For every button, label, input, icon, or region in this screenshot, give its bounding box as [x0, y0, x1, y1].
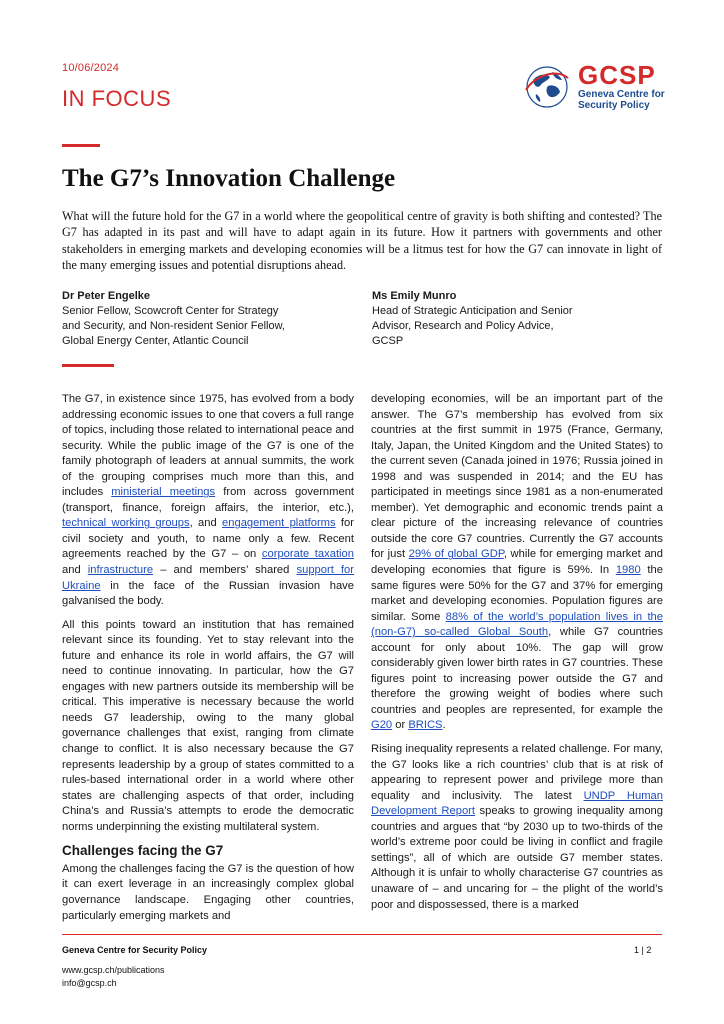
body-paragraph: All this points toward an institution that has remained relevant since its founding. Yet to stay relevant into the future and enhance its role in world affairs, the G7 will need to continue innovating. In particular, how the G7 engages with new partners outside its membership will be critical. This imperative is necessary because the world needs G7 leadership, owing to the many global governance challenges that exist, ranging from climate change to conflict. It is also necessary because the G7 represents leadership by a group of states committed to a rules-based international order in a world where other states are challenging aspects of that order, including China’s and Russia’s attempts to erode the democratic norms underpinning the existing multilateral system. [62, 618, 354, 833]
link-g20[interactable]: G20 [371, 719, 393, 732]
text-run: speaks to growing inequality among countries and argues that “by 2030 up to two-thirds of the world’s extreme poor could be living in conflict and fragile settings”, all of which are outside G7 member states. Although it is unfair to wholly characterise G7 countries as unaware of – and uncaring for – the plight of the world’s poor and dispossessed, there is a marked [371, 805, 663, 911]
text-run: and [62, 564, 88, 577]
link-engagement-platforms[interactable]: engagement platforms [222, 517, 336, 530]
body-column-left [62, 392, 354, 932]
text-run: or [392, 719, 409, 732]
logo-subtitle-line2: Security Policy [578, 100, 650, 111]
text-run: , and [189, 517, 223, 530]
text-run: in the face of the Russian invasion have galvanised the body. [62, 579, 354, 608]
link-support-for-ukraine[interactable]: support for Ukraine [62, 564, 354, 592]
text-run: from across government (transport, finance, foreign affairs, the interior, etc.), [62, 486, 355, 514]
link-global-gdp[interactable]: 29% of global GDP [408, 548, 504, 561]
body-accent-rule [62, 364, 114, 367]
author-name: Ms Emily Munro [372, 290, 457, 302]
link-ministerial-meetings[interactable]: ministerial meetings [111, 486, 216, 499]
gcsp-logo [524, 60, 694, 114]
globe-icon [524, 64, 570, 110]
publication-date: 10/06/2024 [62, 62, 120, 74]
author-affiliation-line: and Security, and Non-resident Senior Fellow, [62, 320, 285, 332]
page-title: The G7’s Innovation Challenge [62, 165, 396, 192]
text-run: developing economies, will be an important part of the answer. The G7’s membership has evolved from six countries at the first summit in 1975 (France, Germany, Italy, Japan, the United Kingdom and the United States) to the current seven (Canada joined in 1976; Russia joined in 1998 and was suspended in 2014; and the EU has participated in meetings since 1981 as a non-enumerated member). Yet demographic and economic trends paint a clear picture of the increasing relevance of countries outside the core G7 countries. Currently the G7 accounts for just [371, 393, 663, 561]
author-name: Dr Peter Engelke [62, 290, 151, 302]
text-run: . [442, 719, 446, 732]
body-paragraph [371, 742, 663, 913]
body-paragraph: Among the challenges facing the G7 is the question of how it can exert leverage in an increasingly complex global governance landscape. Engaging other countries, particularly emerging markets and [62, 862, 354, 922]
author-block-1 [62, 289, 352, 349]
logo-subtitle-line1: Geneva Centre for [578, 89, 665, 100]
link-corporate-taxation[interactable]: corporate taxation [261, 548, 354, 561]
text-run: , while G7 countries account for only about 10%. The gap will grow considerably given lower birth rates in G7 countries. These figures point to increasing power outside the G7 and therefore the growing weight of bodies where such countries and peoples are represented, for example the [371, 626, 663, 716]
link-1980[interactable]: 1980 [615, 564, 641, 577]
text-run: the same figures were 50% for the G7 and 37% for emerging market and developing economies. Population figures are similar. Some [371, 564, 663, 623]
author-affiliation-line: Senior Fellow, Scowcroft Center for Strategy [62, 305, 279, 317]
link-infrastructure[interactable]: infrastructure [87, 564, 154, 577]
section-kicker: IN FOCUS [62, 86, 172, 111]
footer-divider [62, 934, 662, 935]
link-global-south-population[interactable]: 88% of the world’s population lives in the (non-G7) so-called Global South [371, 610, 663, 639]
link-brics[interactable]: BRICS [408, 719, 443, 732]
body-column-right [371, 392, 663, 921]
body-paragraph [371, 392, 663, 734]
footer-contact [62, 964, 165, 990]
footer-organisation: Geneva Centre for Security Policy [62, 945, 208, 955]
page-number: 1 | 2 [634, 945, 652, 955]
author-affiliation-line: GCSP [372, 335, 404, 347]
text-run: – and members’ shared [153, 564, 297, 577]
text-run: for civil society and youth, to name only a few. Recent agreements reached by the G7 – on [62, 517, 354, 561]
link-technical-working-groups[interactable]: technical working groups [62, 517, 190, 530]
footer-website[interactable]: www.gcsp.ch/publications [62, 965, 165, 975]
author-block-2 [372, 289, 662, 349]
section-heading: Challenges facing the G7 [62, 843, 224, 859]
text-run: , while for emerging market and developing economies that figure is 59%. In [371, 548, 663, 577]
author-affiliation-line: Advisor, Research and Policy Advice, [372, 320, 554, 332]
author-affiliation-line: Head of Strategic Anticipation and Senior [372, 305, 573, 317]
author-affiliation-line: Global Energy Center, Atlantic Council [62, 335, 249, 347]
body-paragraph [62, 392, 354, 610]
text-run: Rising inequality represents a related challenge. For many, the G7 looks like a rich countries’ club that is at risk of appearing to represent power and privilege more than equality and inclusivity. The latest [371, 743, 663, 802]
title-accent-rule [62, 144, 100, 147]
logo-subtitle [578, 89, 698, 111]
link-undp-report[interactable]: UNDP Human Development Report [371, 789, 663, 818]
text-run: The G7, in existence since 1975, has evolved from a body addressing economic issues to one that covers a full range of topics, including those related to international peace and security. While the public image of the G7 is one of the family photograph of leaders at annual summits, the work of the grouping comprises much more than this, and includes [62, 393, 354, 499]
footer-email[interactable]: info@gcsp.ch [62, 978, 117, 988]
article-lede: What will the future hold for the G7 in a world where the geopolitical centre of gravity is both shifting and contested? The G7 has adapted in its past and will have to adapt again in its future. How it partners with governments and other stakeholders in emerging markets and developing economies will be a litmus test for how the G7 can innovate in light of the many emerging issues and potential disruptions ahead. [62, 209, 662, 272]
logo-wordmark: GCSP [578, 60, 656, 90]
